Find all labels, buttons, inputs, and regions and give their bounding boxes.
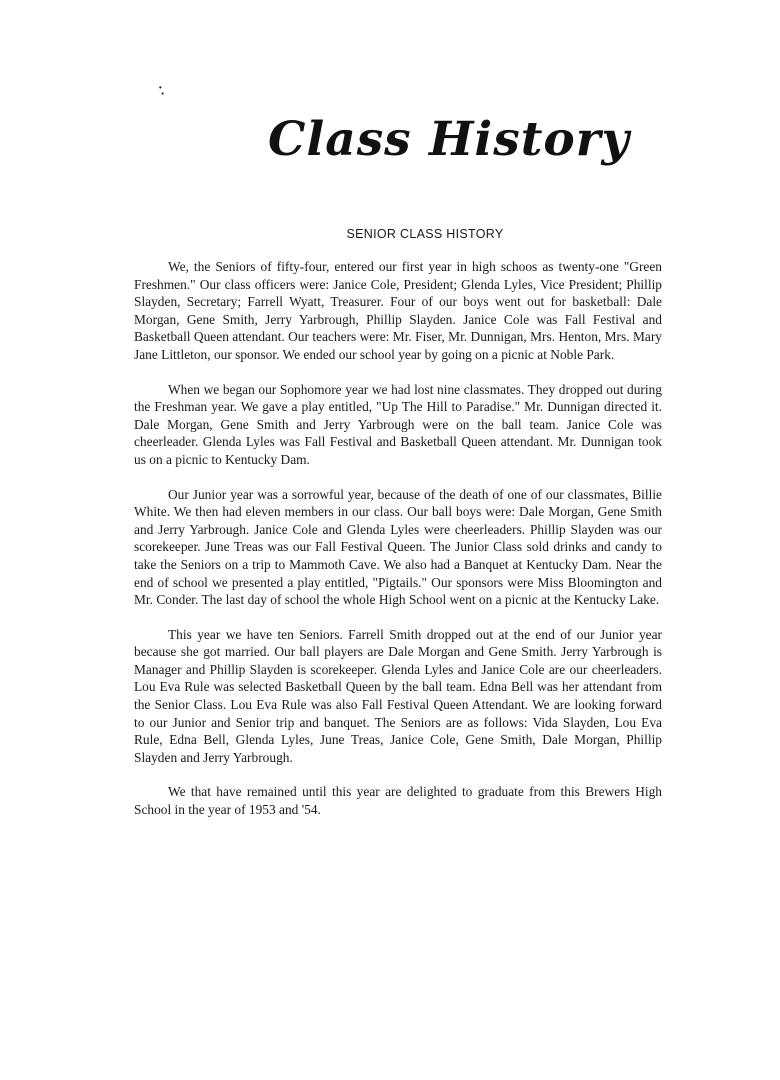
paragraph-sophomore: When we began our Sophomore year we had lost nine classmates. They dropped out during the Freshman year. We gave a play entitled, "Up The Hill to Paradise." Mr. Dunnigan directed it. Dale Morgan, Gene Smith and Jerry Yarbrough were on the ball team. Janice Cole was cheerleader. Glenda Lyles was Fall Festival and Basketball Queen attendant. Mr. Dunnigan took us on a picnic to Kentucky Dam. <box>134 381 662 467</box>
section-heading: SENIOR CLASS HISTORY <box>346 227 504 241</box>
paragraph-closing: We that have remained until this year are delighted to graduate from this Brewers High School in the year of 1953 and '54. <box>134 784 662 818</box>
stray-mark: ·̣ <box>158 81 163 96</box>
paragraph-junior: Our Junior year was a sorrowful year, because of the death of one of our classmates, Billie White. We then had eleven members in our class. Our ball boys were: Dale Morgan, Gene Smith and Jerry Yarbrough. Janice Cole and Glenda Lyles were cheerleaders. Phillip Slayden was our scorekeeper. June Treas was our Fall Festival Queen. The Junior Class sold drinks and candy to take the Seniors on a trip to Mammoth Cave. We also had a Banquet at Kentucky Dam. Near the end of school we presented a play entitled, "Pigtails." Our sponsors were Miss Bloomington and Mr. Conder. The last day of school the whole High School went on a picnic at the Kentucky Lake. <box>134 486 662 608</box>
paragraph-senior: This year we have ten Seniors. Farrell Smith dropped out at the end of our Junior year because she got married. Our ball players are Dale Morgan and Gene Smith. Jerry Yarbrough is Manager and Phillip Slayden is scorekeeper. Glenda Lyles and Janice Cole are our cheerleaders. Lou Eva Rule was selected Basketball Queen by the ball team. Edna Bell was her attendant from the Senior Class. Lou Eva Rule was also Fall Festival Queen Attendant. We are looking forward to our Junior and Senior trip and banquet. The Seniors are as follows: Vida Slayden, Lou Eva Rule, Edna Bell, Glenda Lyles, June Treas, Janice Cole, Gene Smith, Dale Morgan, Phillip Slayden and Jerry Yarbrough. <box>134 626 662 765</box>
page-title: Class History <box>268 112 630 167</box>
history-body <box>134 258 662 836</box>
paragraph-freshman: We, the Seniors of fifty-four, entered our first year in high schoos as twenty-one "Green Freshmen." Our class officers were: Janice Cole, President; Glenda Lyles, Vice President; Phillip Slayden, Secretary; Farrell Wyatt, Treasurer. Four of our boys went out for basketball: Dale Morgan, Gene Smith, Jerry Yarbrough, Phillip Slayden. Janice Cole was Fall Festival and Basketball Queen attendant. Our teachers were: Mr. Fiser, Mr. Dunnigan, Mrs. Henton, Mrs. Mary Jane Littleton, our sponsor. We ended our school year by going on a picnic at Noble Park. <box>134 259 662 362</box>
